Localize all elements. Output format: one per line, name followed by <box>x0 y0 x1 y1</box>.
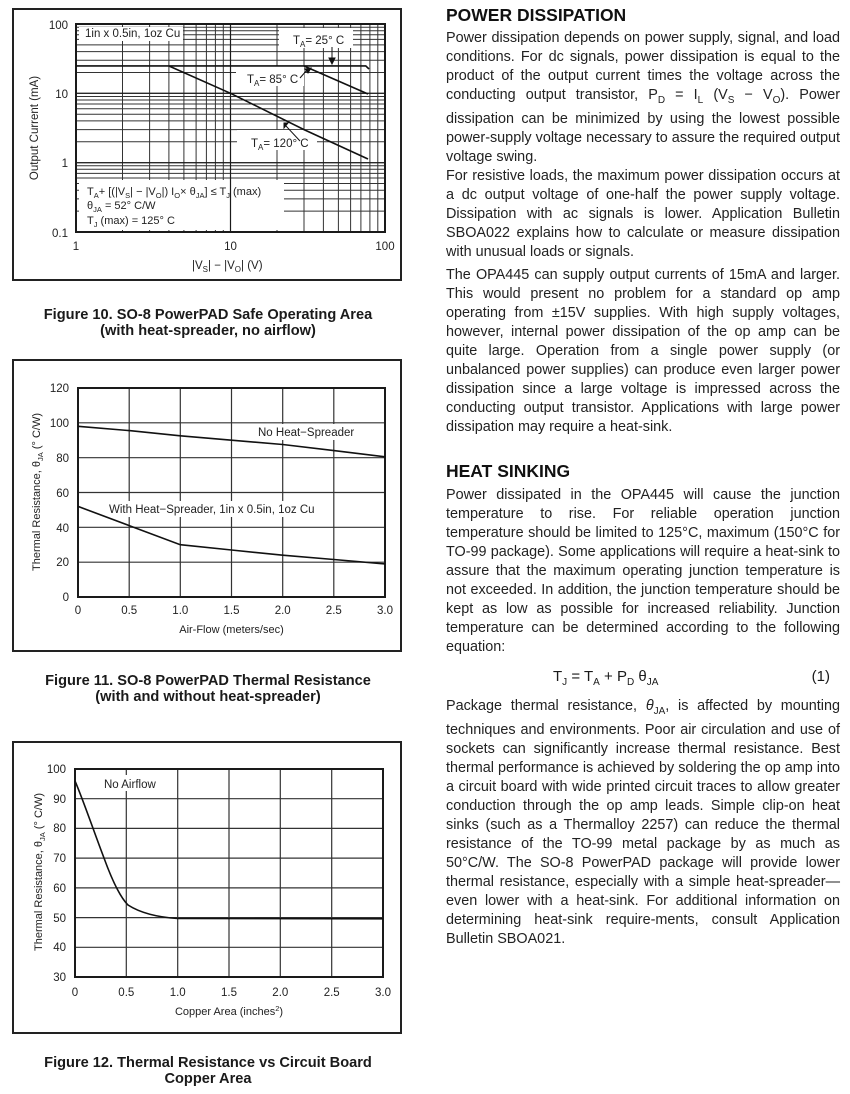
equation-expression: $T_J = T_A + P_D$ $\theta_{JA}$ <box>553 668 659 688</box>
figure-11-frame <box>12 359 402 652</box>
annotation-theta-ja: $\theta_{JA} = 52^\circ$ C/W <box>87 200 156 214</box>
y-tick: 40 <box>56 523 69 535</box>
x-tick: 3.0 <box>375 987 391 999</box>
caption-line: (with and without heat-spreader) <box>95 689 321 705</box>
paragraph-power-dissipation-3: The OPA445 can supply output currents of 15mA and larger. This would present no problem for a standard op amp operating from ±15V supplies. With high supply voltages, however, internal power dissipation of the op amp can be quite large. Operation from a single power supply (or unbalanced power supplies) can produce even larger power dissipation since a large voltage is impressed across the conducting output transistor. Applications with large power dissipation may require a heat-sink. <box>446 267 840 435</box>
paragraph-power-dissipation-2: For resistive loads, the maximum power dissipation occurs at a dc output voltage of one-half the power supply voltage. Dissipation with ac signals is lower. Application Bulletin SBOA022 explains how to calculate or measure dissipation with unusual loads or signals. <box>446 168 840 260</box>
y-tick: 0.1 <box>52 228 68 240</box>
label-ta-85: $T_A= 85^\circ$ C <box>247 74 299 88</box>
x-tick: 1.0 <box>172 605 189 617</box>
figure-11-caption <box>12 673 404 705</box>
x-axis-label: Air-Flow (meters/sec) <box>179 624 284 636</box>
x-tick: 10 <box>224 241 237 253</box>
y-axis-label: Thermal Resistance, $\theta_{JA}$ (° C/W) <box>31 412 45 572</box>
x-tick: 1 <box>72 241 80 253</box>
x-tick: 1.5 <box>223 605 240 617</box>
figure-12-frame <box>12 741 402 1034</box>
y-tick: 10 <box>55 89 68 101</box>
x-tick: 2.0 <box>274 605 291 617</box>
label-ta-25: $T_A= 25^\circ$ C <box>293 35 345 49</box>
y-tick: 50 <box>53 913 66 925</box>
y-tick: 0 <box>62 592 69 604</box>
y-tick: 40 <box>53 942 66 954</box>
figure-10-chart <box>14 10 404 283</box>
y-tick: 100 <box>49 418 69 430</box>
annotation-copper: 1in x 0.5in, 1oz Cu <box>85 28 181 40</box>
y-tick: 100 <box>46 764 66 776</box>
label-with-heat-spreader: With Heat−Spreader, 1in x 0.5in, 1oz Cu <box>109 504 315 516</box>
x-tick: 2.5 <box>323 987 340 999</box>
figure-12-caption <box>12 1055 404 1087</box>
paragraph-heat-sinking-1: Power dissipated in the OPA445 will cause the junction temperature to rise. For reliable operation junction temperature should be limited to 125°C, maximum (150°C for TO-99 package). Some applications will require a heat-sink to assure that the maximum operating junction temperature is not exceeded. In addition, the junction temperature should be kept as low as possible for increased reliability. Junction temperature can be determined according to the following equation: <box>446 487 840 655</box>
heading-power-dissipation: POWER DISSIPATION <box>446 5 627 25</box>
paragraph-heat-sinking-2: Package thermal resistance, $\theta_{JA}$, is affected by mounting techniques and environments. Poor air circulation and use of sockets can significantly increase thermal resistance. Best thermal performance is achieved by soldering the op amp into a circuit board with wide printed circuit traces to allow greater conduction through the op amp leads. Simple clip-on heat sinks (such as a Thermalloy 2257) can reduce the thermal resistance of the TO-99 metal package by as much as 50°C/W. The SO-8 PowerPAD package will provide lower thermal resistance, especially with a simple heat-spreader—even lower with a heat-sink. For additional information on determining heat-sink require-ments, consult Application Bulletin SBOA021. <box>446 698 840 947</box>
x-tick: 0 <box>71 987 79 999</box>
x-axis-label: $|V_S| - |V_O|$ (V) <box>192 260 263 274</box>
label-no-heat-spreader: No Heat−Spreader <box>258 427 355 439</box>
y-tick: 100 <box>48 20 68 32</box>
caption-line: Figure 12. Thermal Resistance vs Circuit Board <box>44 1055 372 1071</box>
caption-line: Figure 10. SO-8 PowerPAD Safe Operating Area <box>43 307 373 323</box>
y-tick: 120 <box>49 383 69 395</box>
caption-line: (with heat-spreader, no airflow) <box>100 323 316 339</box>
y-tick: 60 <box>53 883 66 895</box>
paragraph-power-dissipation-1: Power dissipation depends on power supply, signal, and load conditions. For dc signals, power dissipation is equal to the product of the output current times the voltage across the conducting output transistor, $P_D = I_L$ $(V_S - V_O)$. Power dissipation can be minimized by using the lowest possible power-supply voltage necessary to assure the required output voltage swing. <box>446 30 841 165</box>
x-tick: 1.0 <box>169 987 186 999</box>
y-tick: 90 <box>53 794 66 806</box>
y-tick: 70 <box>53 853 66 865</box>
x-axis-label: Copper Area (inches$^2$) <box>174 1004 284 1018</box>
label-no-airflow: No Airflow <box>104 779 156 791</box>
annotation-tj-max: $T_J$ (max) = 125° C <box>87 215 175 229</box>
y-tick: 80 <box>56 453 69 465</box>
y-tick: 30 <box>53 972 66 984</box>
x-tick: 2.0 <box>272 987 289 999</box>
y-tick: 60 <box>56 488 69 500</box>
y-axis-label: Output Current (mA) <box>29 75 41 181</box>
equation-1 <box>446 668 840 690</box>
x-tick: 100 <box>375 241 395 253</box>
x-tick: 0 <box>74 605 82 617</box>
figure-12-chart <box>14 743 404 1036</box>
y-axis-label: Thermal Resistance, $\theta_{JA}$ (° C/W) <box>33 792 47 952</box>
heading-heat-sinking: HEAT SINKING <box>446 461 571 481</box>
x-tick: 3.0 <box>377 605 393 617</box>
x-tick: 0.5 <box>118 987 135 999</box>
caption-line: Copper Area <box>164 1071 252 1087</box>
label-ta-120: $T_A= 120^\circ$ C <box>251 138 309 152</box>
y-tick: 80 <box>53 823 66 835</box>
figure-10-caption <box>12 307 404 339</box>
x-tick: 1.5 <box>221 987 237 999</box>
y-tick: 1 <box>61 158 68 170</box>
annotation-equation: $T_A+ [(|V_S| - |V_O|)$ $I_O\times \theta_{JA}] \le T_J$ (max) <box>87 186 262 200</box>
caption-line: Figure 11. SO-8 PowerPAD Thermal Resistance <box>45 673 371 689</box>
equation-number: (1) <box>811 668 830 685</box>
y-tick: 20 <box>56 557 69 569</box>
x-tick: 2.5 <box>325 605 342 617</box>
x-tick: 0.5 <box>121 605 138 617</box>
figure-10-frame <box>12 8 402 281</box>
figure-11-chart <box>14 361 404 654</box>
